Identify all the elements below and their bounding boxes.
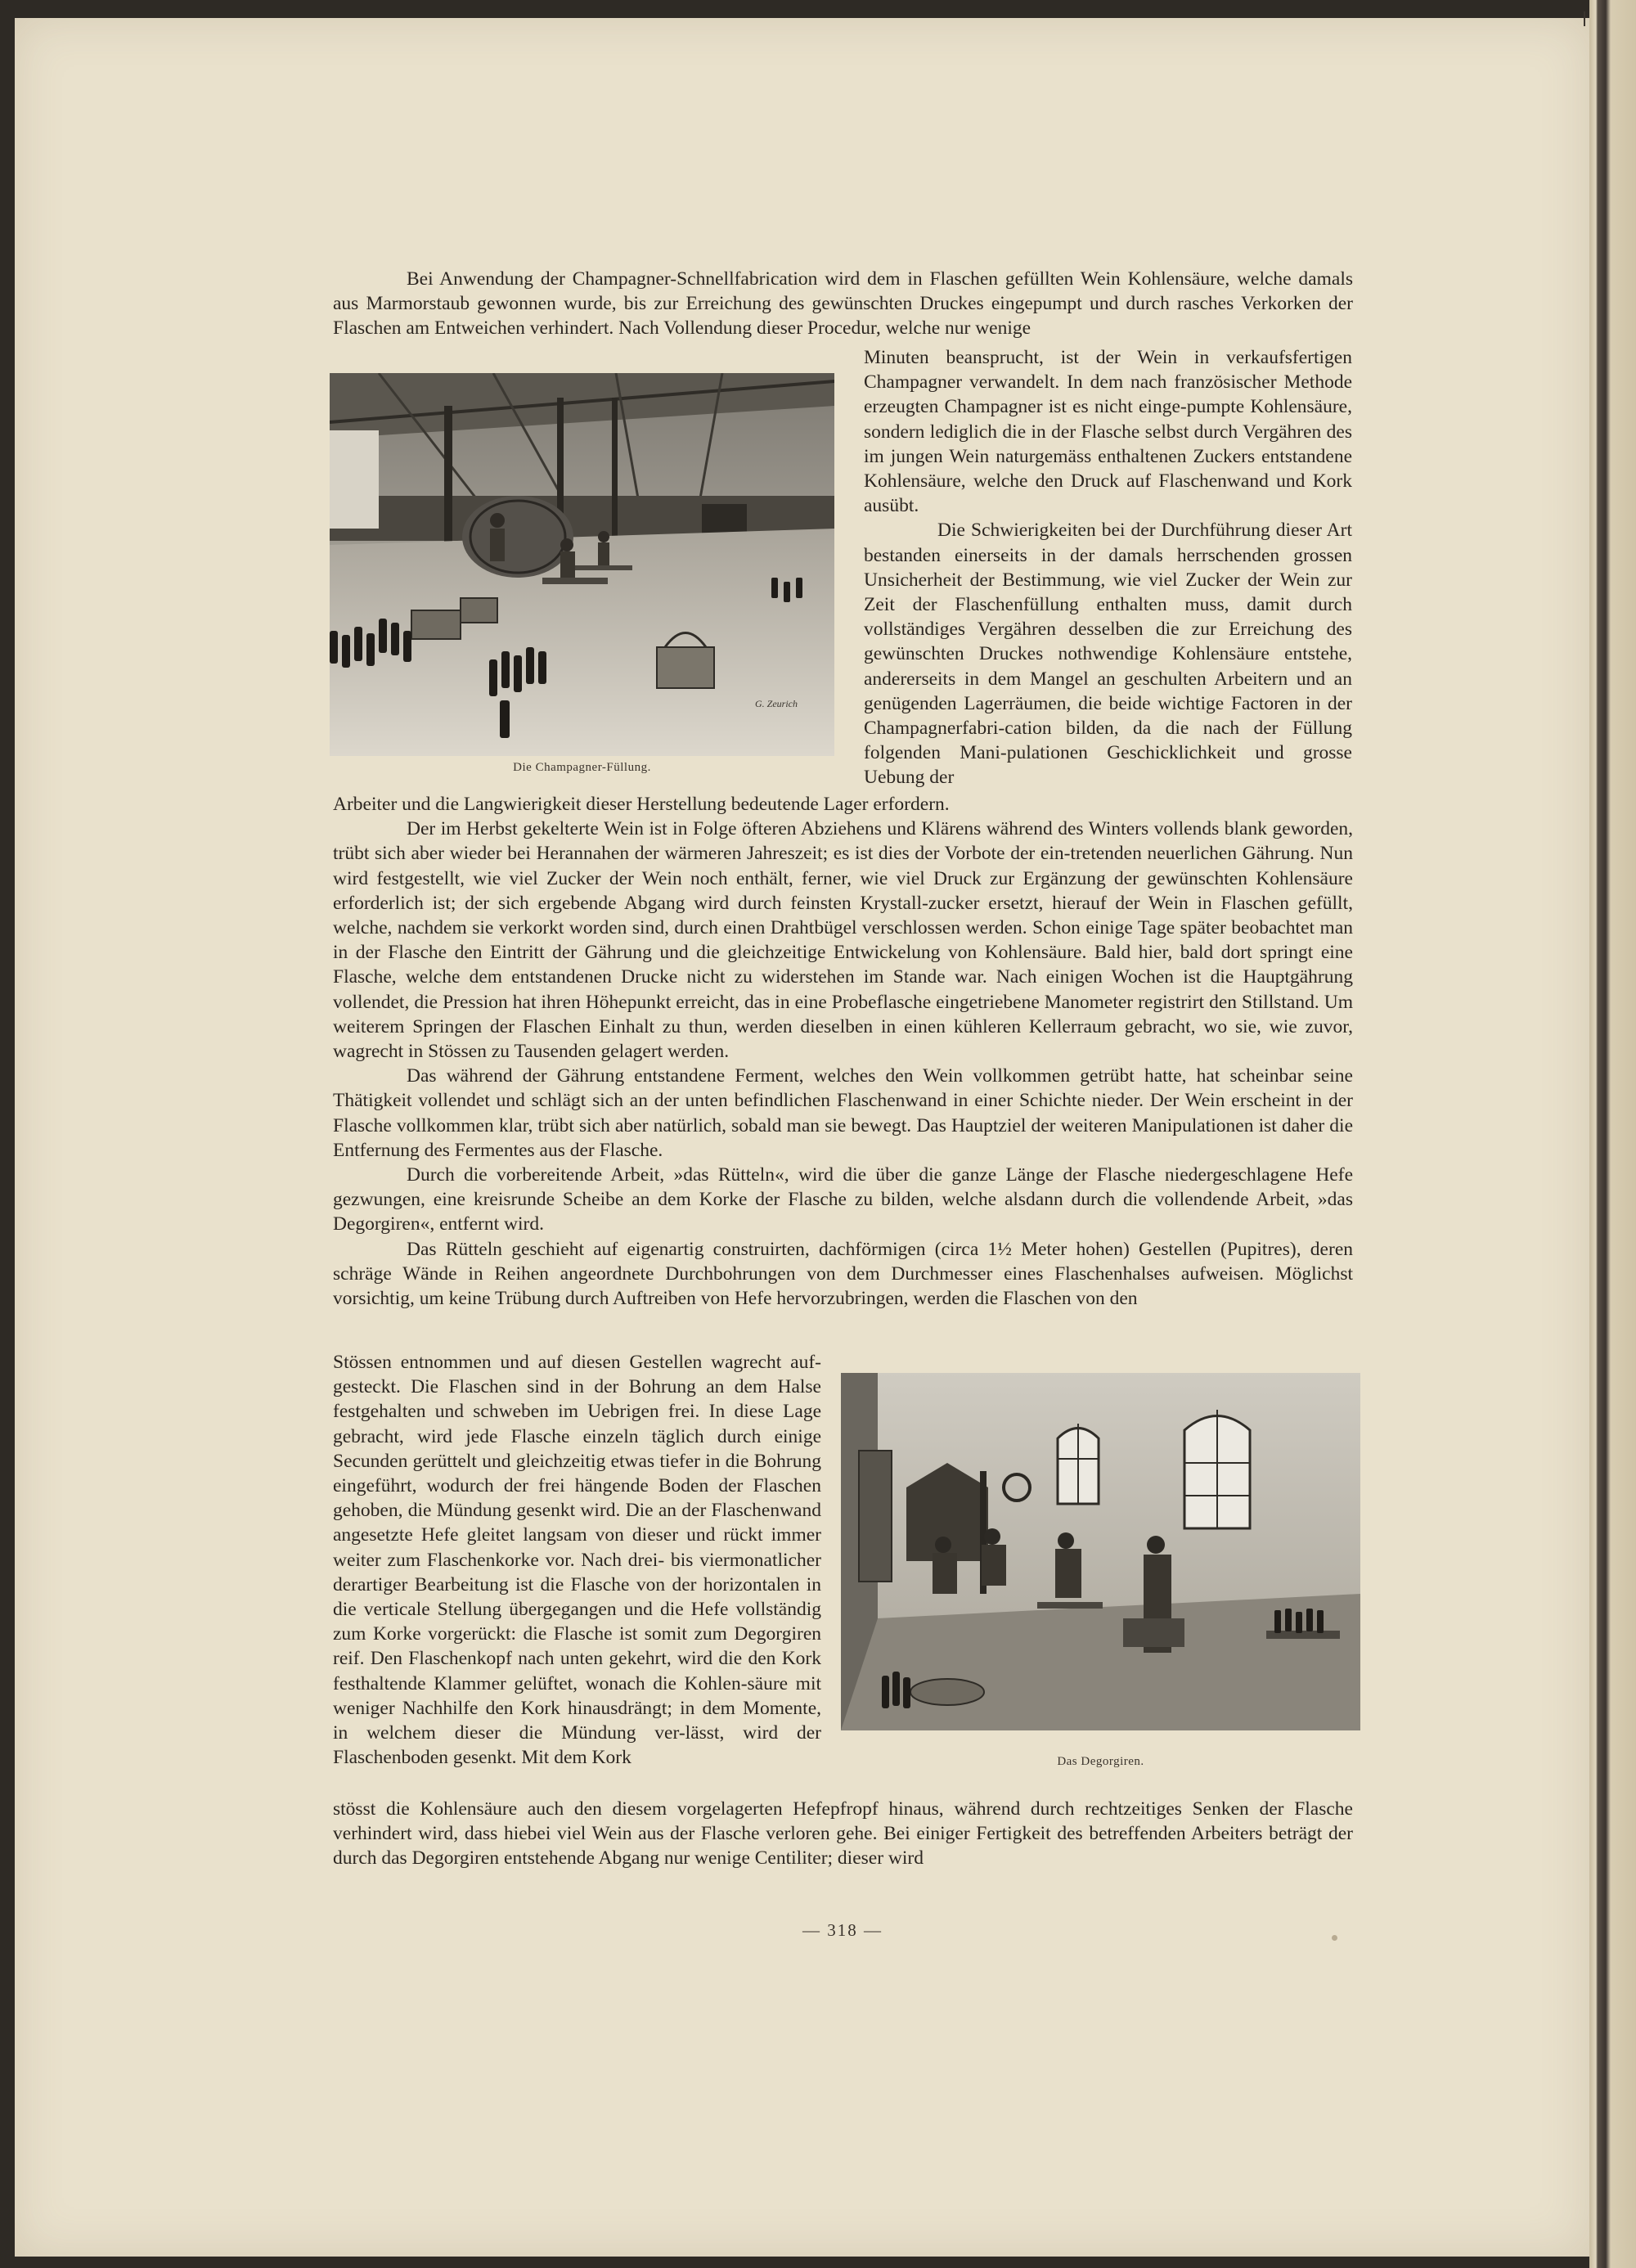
left-column-text	[333, 1350, 821, 1770]
para-herbst: Der im Herbst gekelterte Wein ist in Folge öfteren Abziehens und Klärens während des Winters vollends blank geworden, trübt sich aber wieder bei Herannahen der wärmeren Jahreszeit; es ist dies der Vorbote der ein-tretenden neuerlichen Gährung. Nun wird festgestellt, wie viel Zucker der Wein noch enthält, ferner, wie viel Druck zur Ergänzung der gewünschten Kohlensäure erforderlich ist; der sich ergebende Abgang wird durch feinsten Krystall-zucker ersetzt, hierauf der Wein in Flaschen gefüllt, welche, nachdem sie verkorkt worden sind, durch einen Drahtbügel verschlossen werden. Schon einige Tage später beobachtet man in der Flasche den Eintritt der Gährung und die gleichzeitige Entwickelung von Kohlensäure. Bald hier, bald dort springt eine Flasche, welche dem entstandenen Drucke nicht zu widerstehen im Stande war. Nach einigen Wochen ist die Hauptgährung vollendet, die Pression hat ihren Höhepunkt erreicht, das in eine Probeflasche eingetriebene Manometer registrirt den Stillstand. Um weiterem Springen der Flaschen Einhalt zu thun, werden dieselben in einen kühleren Kellerraum gebracht, wo sie, wie zuvor, wagrecht in Stössen zu Tausenden gelagert werden.	[333, 818, 1353, 1063]
para-arbeiter: Arbeiter und die Langwierigkeit dieser Herstellung bedeutende Lager erfordern.	[333, 794, 950, 815]
fig1-signature: G. Zeurich	[755, 698, 798, 709]
intro-text: Bei Anwendung der Champagner-Schnellfabrication wird dem in Flaschen gefüllten Wein Kohlensäure, welche damals aus Marmorstaub gewonnen wurde, bis zur Erreichung des gewünschten Druckes eingepumpt und durch rasches Verkorken der Flaschen am Entweichen verhindert. Nach Vollendung dieser Procedur, welche nur wenige	[333, 268, 1353, 340]
left-column-para: Stössen entnommen und auf diesen Gestellen wagrecht auf-gesteckt. Die Flaschen sind in der Bohrung an dem Halse festgehalten und schweben im Uebrigen frei. In diese Lage gebracht, wird jede Flasche einzeln täglich durch einige Secunden gerüttelt und gleichzeitig etwas tiefer in die Bohrung eingeführt, wodurch der frei hängende Boden der Flaschen gehoben, die Mündung gesenkt wird. Die an der Flaschenwand angesetzte Hefe gleitet langsam von dieser und rückt immer weiter zum Flaschenkorke vor. Nach drei- bis viermonatlicher derartiger Bearbeitung ist die Flasche von der horizontalen in die verticale Stellung übergegangen und die Hefe vollständig zum Korke vorgerückt: die Flasche ist somit zum Degorgiren reif. Den Flaschenkopf nach unten gekehrt, wird die den Kork festhaltende Klammer gelüftet, wonach die Kohlen-säure mit weniger Nachhilfe den Kork hinausdrängt; in dem Momente, in welchem dieser die Mündung ver-lässt, wird der Flaschenboden gesenkt. Mit dem Kork	[333, 1352, 821, 1769]
right-column-para-2: Die Schwierigkeiten bei der Durchführung dieser Art bestanden einerseits in der damals herrschenden grossen Unsicherheit der Bestimmung, wie viel Zucker der Wein zur Zeit der Flaschenfüllung enthalten muss, damit durch vollständiges Vergähren desselben die zur Erreichung des gewünschten Druckes nothwendige Kohlensäure entstehe, andererseits in dem Mangel an geschulten Arbeitern und an genügenden Lagerräumen, die beide wichtige Factoren in der Champagnerfabri-cation bilden, da die nach der Füllung folgenden Mani-pulationen Geschicklichkeit und grosse Uebung der	[864, 520, 1352, 789]
para-final: stösst die Kohlensäure auch den diesem vorgelagerten Hefepfropf hinaus, während durch rechtzeitiges Senken der Flasche verhindert wird, dass hiebei viel Wein aus der Flasche verloren gehe. Bei einiger Fertigkeit des betreffenden Arbeiters beträgt der durch das Degorgiren entstehende Abgang nur wenige Centiliter; dieser wird	[333, 1798, 1353, 1870]
figure-caption-degorgiren: Das Degorgiren.	[1057, 1755, 1144, 1768]
final-paragraph	[333, 1797, 1353, 1871]
main-text-block	[333, 792, 1353, 1311]
right-column-para-1: Minuten beansprucht, ist der Wein in verkaufsfertigen Champagner verwandelt. In dem nach französischer Methode erzeugten Champagner ist es nicht einge-pumpte Kohlensäure, sondern lediglich die in der Flasche selbst durch Vergähren des im jungen Wein naturgemäss enthaltenen Zuckers entstandene Kohlensäure, welche den Druck auf Flaschenwand und Kork ausübt.	[864, 347, 1352, 517]
page-edge-binding	[1589, 0, 1636, 2268]
illustration-filling-room	[330, 373, 834, 756]
para-ruetteln-2: Das Rütteln geschieht auf eigenartig construirten, dachförmigen (circa 1½ Meter hohen) Gestellen (Pupitres), deren schräge Wände in Reihen angeordnete Durchbohrungen von dem Durchmesser eines Flaschenhalses aufweisen. Möglichst vorsichtig, um keine Trübung durch Auftreiben von Hefe hervorzubringen, werden die Flaschen von den	[333, 1238, 1353, 1310]
intro-paragraph	[333, 267, 1353, 341]
corner-mark	[1564, 11, 1585, 26]
figure-caption-champagner-fuellung: Die Champagner-Füllung.	[513, 761, 651, 774]
para-ruetteln: Durch die vorbereitende Arbeit, »das Rütteln«, wird die über die ganze Länge der Flasche niedergeschlagene Hefe gezwungen, eine kreisrunde Scheibe an dem Korke der Flasche zu bilden, welche alsdann durch die vollendende Arbeit, »das Degorgiren«, entfernt wird.	[333, 1164, 1353, 1235]
illustration-disgorging-room	[841, 1373, 1360, 1730]
para-ferment: Das während der Gährung entstandene Ferment, welches den Wein vollkommen getrübt hatte, hat scheinbar seine Thätigkeit vollendet und schlägt sich an der unten befindlichen Flaschenwand in einer Schichte nieder. Der Wein erscheint in der Flasche vollkommen klar, trübt sich aber natürlich, sobald man sie bewegt. Das Hauptziel der weiteren Manipulationen ist daher die Entfernung des Fermentes aus der Flasche.	[333, 1065, 1353, 1161]
page-number: — 318 —	[802, 1920, 883, 1940]
ink-spot	[1332, 1935, 1337, 1941]
right-column-text	[864, 345, 1352, 790]
figure-degorgiren	[841, 1373, 1360, 1730]
figure-champagner-fuellung	[330, 373, 834, 756]
